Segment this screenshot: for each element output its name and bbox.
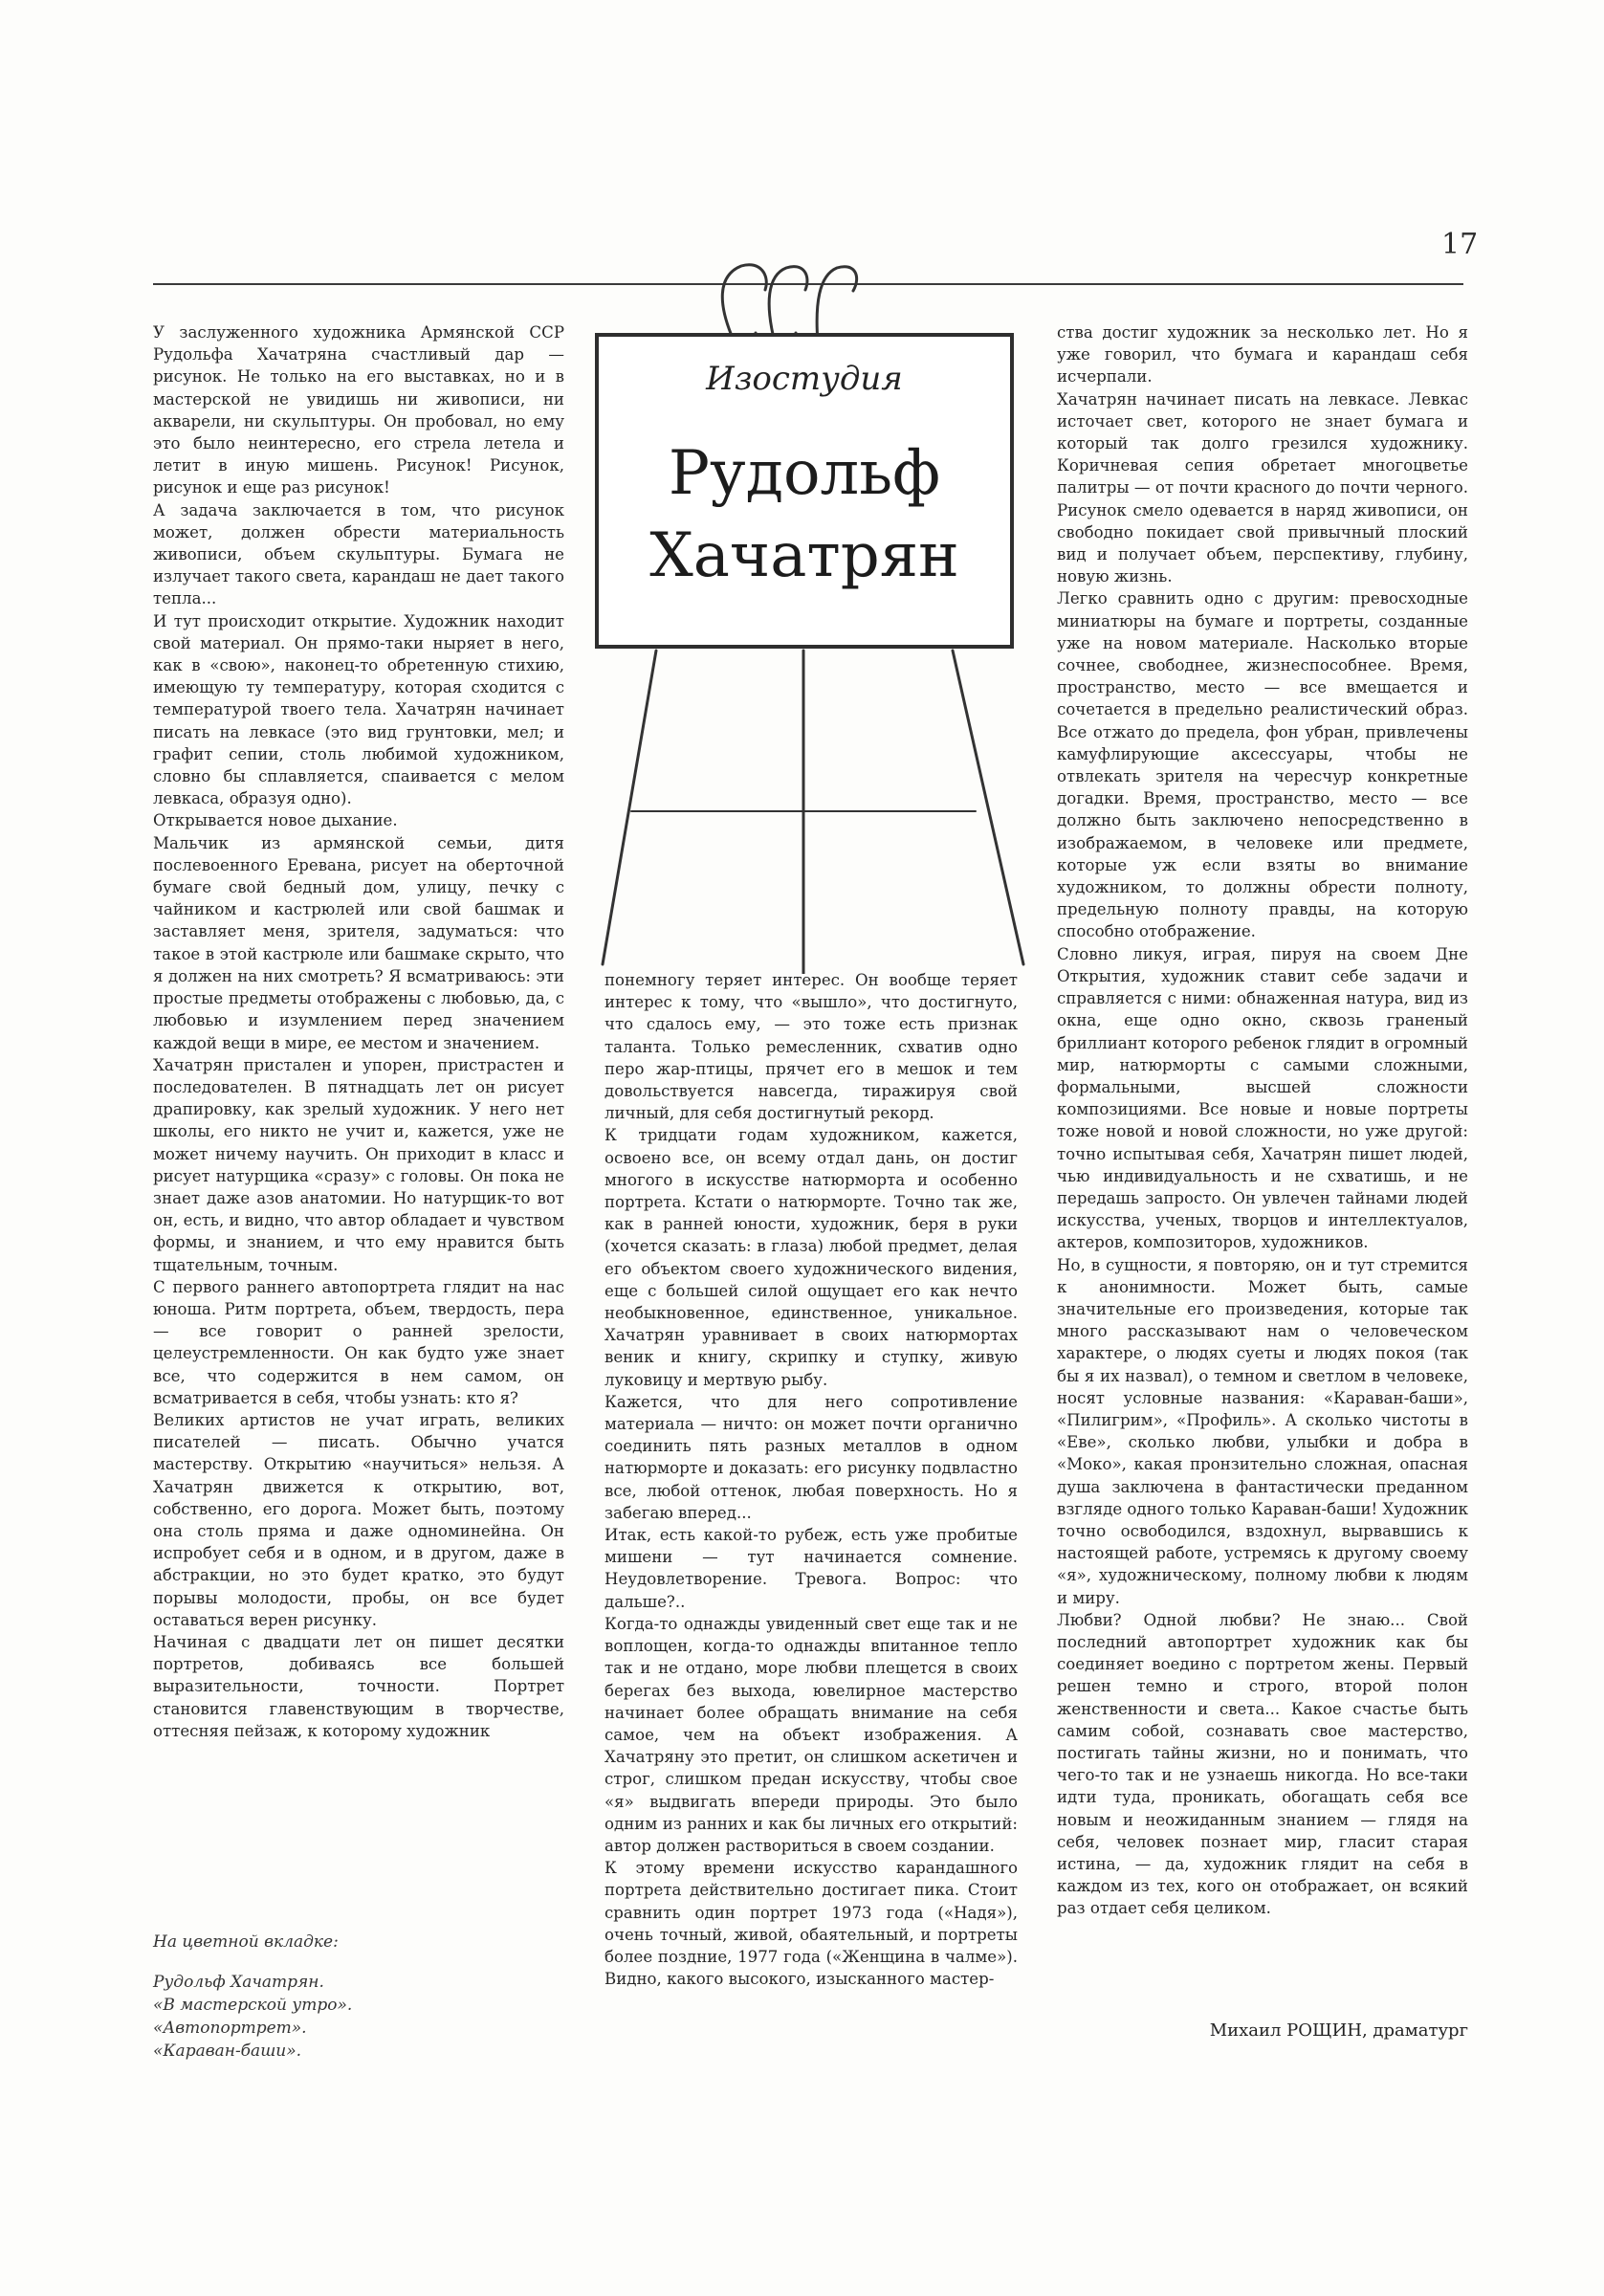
paragraph: С первого раннего автопортрета глядит на нас юноша. Ритм портрета, объем, твердость, пера — все говорит о ранней зрелости, целеустремленности. Он как будто уже знает все, что содержится в нем самом, он всматривается в себя, чтобы узнать: кто я? <box>153 1277 564 1407</box>
caption-line: Рудольф Хачатрян. <box>153 1973 324 1992</box>
color-insert-caption <box>153 1931 555 2063</box>
text-column-3 <box>1057 321 1468 1920</box>
paragraph: Любви? Одной любви? Не знаю... Свой последний автопортрет художник как бы соединяет воедино с портретом жены. Первый решен темно и строго, второй полон женственности и света... Какое счастье быть самим собой, сознавать свое мастерство, постигать тайны жизни, но и понимать, что чего-то так и не узнаешь никогда. Но все-таки идти туда, проникать, обогащать себя все новым и неожиданным знанием — глядя на себя, человек познает мир, гласит старая истина, — да, художник глядит на себя в каждом из тех, кого он отображает, он всякий раз отдает себя целиком. <box>1057 1610 1468 1918</box>
caption-line: «Караван-баши». <box>153 2042 302 2061</box>
paragraph: Начиная с двадцати лет он пишет десятки портретов, добиваясь все большей выразительности, точности. Портрет становится главенствующим в творчестве, оттесняя пейзаж, к которому художник <box>153 1632 564 1740</box>
paragraph: Легко сравнить одно с другим: превосходные миниатюры на бумаге и портреты, созданные уже на новом материале. Насколько вторые сочнее, свободнее, жизнеспособнее. Время, пространство, место — все вмещается и сочетается в предельно реалистический образ. Все отжато до предела, фон убран, привлечены камуфлирующие аксессуары, чтобы не отвлекать зрителя на чересчур конкретные догадки. Время, пространство, место — все должно быть заключено непосредственно в изображаемом, в человеке или предмете, которые уж если взяты во внимание художником, то должны обрести полноту, предельную полноту правды, на которую способно отображение. <box>1057 589 1468 941</box>
paragraph: Хачатрян пристален и упорен, пристрастен и последователен. В пятнадцать лет он рисует драпировку, как зрелый художник. У него нет школы, его никто не учит и, кажется, уже не может ничему научить. Он приходит в класс и рисует натурщика «сразу» с головы. Он пока не знает даже азов анатомии. Но натурщик-то вот он, есть, и видно, что автор обладает и чувством формы, и знанием, и что ему нравится быть тщательным, точным. <box>153 1055 564 1274</box>
title-line-1: Рудольф <box>668 438 941 509</box>
caption-title: На цветной вкладке: <box>153 1932 339 1952</box>
paragraph: Мальчик из армянской семьи, дитя послевоенного Еревана, рисует на оберточной бумаге свой бедный дом, улицу, печку с чайником и кастрюлей или свой башмак и заставляет меня, зрителя, задуматься: что такое в этой кастрюле или башмаке скрыто, что я должен на них смотреть? Я всматриваюсь: эти простые предметы отображены с любовью, да, с любовью и изумлением перед значением каждой вещи в мире, ее местом и значением. <box>153 833 564 1052</box>
paragraph: Великих артистов не учат играть, великих писателей — писать. Обычно учатся мастерству. Открытию «научиться» нельзя. А Хачатрян движется к открытию, вот, собственно, его дорога. Может быть, поэтому она столь пряма и даже одноминейна. Он испробует себя и в одном, и в другом, даже в абстракции, но это будет кратко, это будут порывы молодости, пробы, он все будет оставаться верен рисунку. <box>153 1410 564 1629</box>
paragraph: понемногу теряет интерес. Он вообще теряет интерес к тому, что «вышло», что достигнуто, что сдалось ему, — это тоже есть признак таланта. Только ремесленник, схватив одно перо жар-птицы, прячет его в мешок и тем довольствуется навсегда, тиражируя свой личный, для себя достигнутый рекорд. <box>604 971 1018 1123</box>
page-number: 17 <box>1441 228 1479 261</box>
author-byline: Михаил РОЩИН, драматург <box>1209 2020 1468 2041</box>
paragraph: Но, в сущности, я повторяю, он и тут стремится к анонимности. Может быть, самые значительные его произведения, которые так много рассказывают нам о человеческом характере, о людях суеты и людях покоя (так бы я их назвал), о темном и светлом в человеке, носят условные названия: «Караван-баши», «Пилигрим», «Профиль». А сколько чистоты в «Еве», сколько любви, улыбки и добра в «Моко», какая пронзительно сложная, опасная душа заключена в фантастически преданном взгляде одного только Караван-баши! Художник точно освободился, вздохнул, вырвавшись к настоящей работе, устремясь к другому своему «я», художническому, полному любви к людям и миру. <box>1057 1255 1469 1607</box>
paragraph: К тридцати годам художником, кажется, освоено все, он всему отдал дань, он достиг многого в искусстве натюрморта и особенно портрета. Кстати о натюрморте. Точно так же, как в ранней юности, художник, беря в руки (хочется сказать: в глаза) любой предмет, делая его объектом своего художнического видения, еще с большей силой ощущает его как нечто необыкновенное, единственное, уникальное. Хачатрян уравнивает в своих натюрмортах веник и книгу, скрипку и ступку, живую луковицу и мертвую рыбу. <box>604 1126 1018 1389</box>
article-title <box>599 432 1010 597</box>
paragraph: Словно ликуя, играя, пируя на своем Дне Открытия, художник ставит себе задачи и справляется с ними: обнаженная натура, вид из окна, еще одно окно, сквозь граненый бриллиант которого ребенок глядит в огромный мир, натюрморты с самыми сложными, формальными, высшей сложности композициями. Все новые и новые портреты тоже новой и новой сложности, но уже другой: точно испытывая себя, Хачатрян пишет людей, чью индивидуальность и не схватишь, и не передашь запросто. Он увлечен тайнами людей искусства, ученых, творцов и интеллектуалов, актеров, композиторов, художников. <box>1057 944 1468 1252</box>
paragraph: Итак, есть какой-то рубеж, есть уже пробитые мишени — тут начинается сомнение. Неудовлетворение. Тревога. Вопрос: что дальше?.. <box>604 1526 1018 1611</box>
paragraph: Кажется, что для него сопротивление материала — ничто: он может почти органично соединить пять разных металлов в одном натюрморте и доказать: его рисунку подвластно все, любой оттенок, любая поверхность. Но я забегаю вперед... <box>604 1392 1018 1522</box>
paragraph: Хачатрян начинает писать на левкасе. Левкас источает свет, которого не знает бумага и который так долго грезился художнику. Коричневая сепия обретает многоцветье палитры — от почти красного до почти черного. Рисунок смело одевается в наряд живописи, он свободно покидает свой привычный плоский вид и получает объем, перспективу, глубину, новую жизнь. <box>1057 389 1468 586</box>
caption-line: «В мастерской утро». <box>153 1996 353 2015</box>
title-board <box>595 333 1014 649</box>
paragraph: К этому времени искусство карандашного портрета действительно достигает пика. Стоит сравнить один портрет 1973 года («Надя»), очень точный, живой, обаятельный, и портреты более поздние, 1977 года («Женщина в чалме»). Видно, какого высокого, изысканного мастер- <box>604 1859 1018 1989</box>
text-column-2 <box>604 969 1018 1990</box>
title-line-2: Хачатрян <box>649 520 959 591</box>
paragraph: ства достиг художник за несколько лет. Но я уже говорил, что бумага и карандаш себя исчерпали. <box>1057 323 1468 386</box>
text-column-1 <box>153 321 564 1742</box>
paragraph: Открывается новое дыхание. <box>153 811 398 830</box>
paragraph: А задача заключается в том, что рисунок может, должен обрести материальность живописи, объем скульптуры. Бумага не излучает такого света, карандаш не дает такого тепла... <box>153 500 564 608</box>
paragraph: И тут происходит открытие. Художник находит свой материал. Он прямо-таки ныряет в него, как в «свою», наконец-то обретенную стихию, имеющую ту температуру, которая сходится с температурой твоего тела. Хачатрян начинает писать на левкасе (это вид грунтовки, мел; и графит сепии, столь любимой художником, словно бы сплавляется, спаивается с мелом левкаса, образуя одно). <box>153 611 564 808</box>
caption-line: «Автопортрет». <box>153 2019 307 2038</box>
paragraph: Когда-то однажды увиденный свет еще так и не воплощен, когда-то однажды впитанное тепло так и не отдано, море любви плещется в своих берегах без выхода, ювелирное мастерство начинает более обращать внимание на себя самое, чем на объект изображения. А Хачатряну это претит, он слишком аскетичен и строг, слишком предан искусству, чтобы свое «я» выдвигать впереди природы. Это было одним из ранних и как бы личных его открытий: автор должен раствориться в своем создании. <box>604 1614 1018 1855</box>
paragraph: У заслуженного художника Армянской ССР Рудольфа Хачатряна счастливый дар — рисунок. Не только на его выставках, но и в мастерской не увидишь ни живописи, ни акварели, ни скульптуры. Он пробовал, но ему это было неинтересно, его стрела летела и летит в иную мишень. Рисунок! Рисунок, рисунок и еще раз рисунок! <box>153 323 564 497</box>
section-kicker: Изостудия <box>706 360 903 398</box>
